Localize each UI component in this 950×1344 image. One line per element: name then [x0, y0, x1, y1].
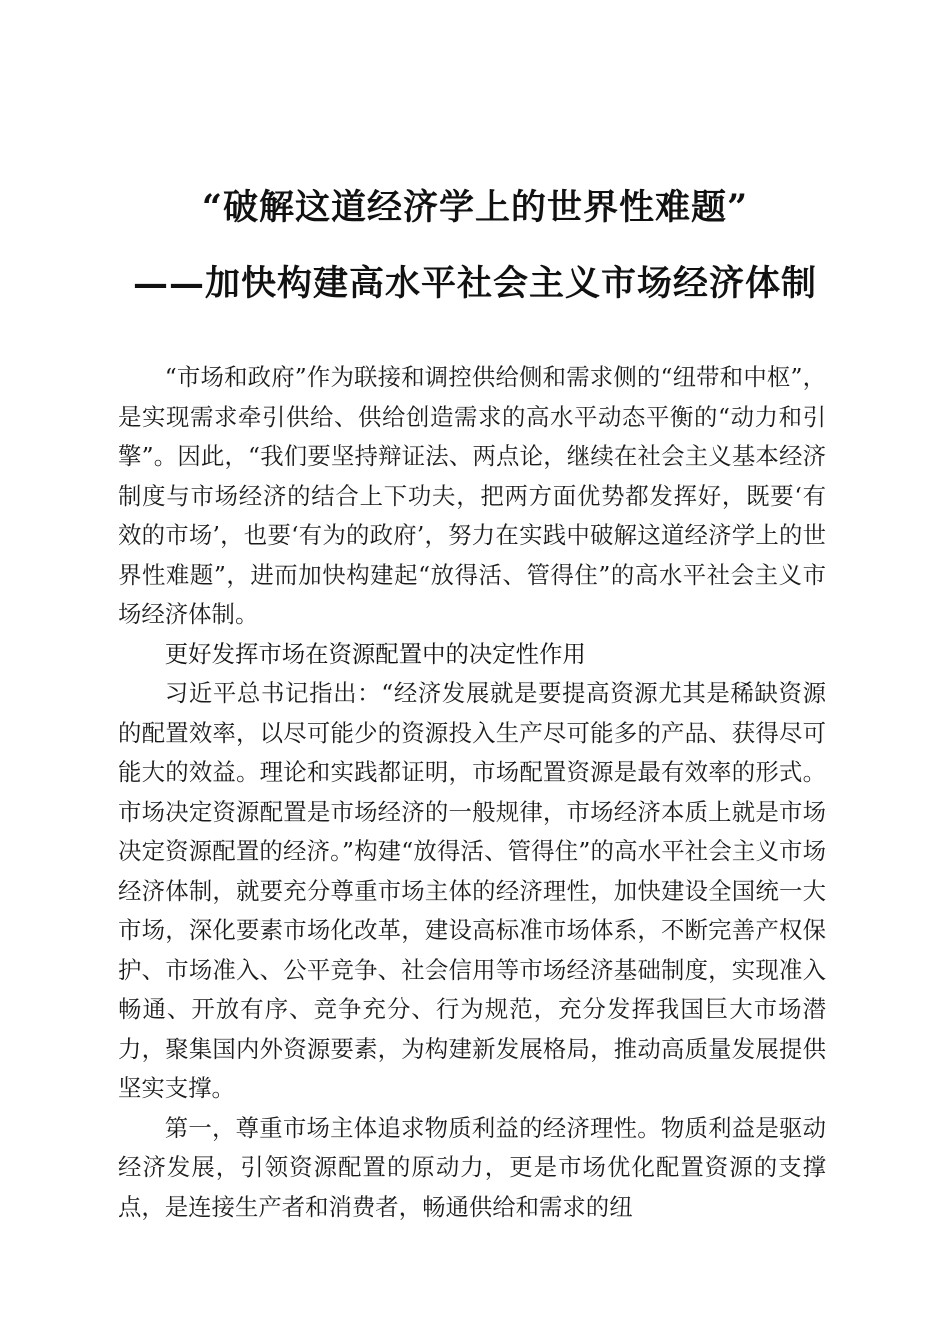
- section-paragraph-1: 习近平总书记指出：“经济发展就是要提高资源尤其是稀缺资源的配置效率，以尽可能少的资源投入生产尽可能多的产品、获得尽可能大的效益。理论和实践都证明，市场配置资源是最有效率的形式。市场决定资源配置是市场经济的一般规律，市场经济本质上就是市场决定资源配置的经济。”构建“放得活、管得住”的高水平社会主义市场经济体制，就要充分尊重市场主体的经济理性，加快建设全国统一大市场，深化要素市场化改革，建设高标准市场体系，不断完善产权保护、市场准入、公平竞争、社会信用等市场经济基础制度，实现准入畅通、开放有序、竞争充分、行为规范，充分发挥我国巨大市场潜力，聚集国内外资源要素，为构建新发展格局，推动高质量发展提供坚实支撑。: [118, 679, 826, 1102]
- title-block: [100, 178, 850, 314]
- intro-paragraph: “市场和政府”作为联接和调控供给侧和需求侧的“纽带和中枢”，是实现需求牵引供给、供给创造需求的高水平动态平衡的“动力和引擎”。因此，“我们要坚持辩证法、两点论，继续在社会主义基本经济制度与市场经济的结合上下功夫，把两方面优势都发挥好，既要‘有效的市场’，也要‘有为的政府’，努力在实践中破解这道经济学上的世界性难题”，进而加快构建起“放得活、管得住”的高水平社会主义市场经济体制。: [118, 363, 826, 628]
- document-title: “破解这道经济学上的世界性难题”: [201, 187, 749, 228]
- section-paragraph-2: 第一，尊重市场主体追求物质利益的经济理性。物质利益是驱动经济发展，引领资源配置的原动力，更是市场优化配置资源的支撑点，是连接生产者和消费者，畅通供给和需求的纽: [118, 1113, 826, 1221]
- document-body: [118, 358, 826, 1227]
- document-subtitle: ——加快构建高水平社会主义市场经济体制: [132, 263, 817, 304]
- section-heading: 更好发挥市场在资源配置中的决定性作用: [164, 639, 586, 668]
